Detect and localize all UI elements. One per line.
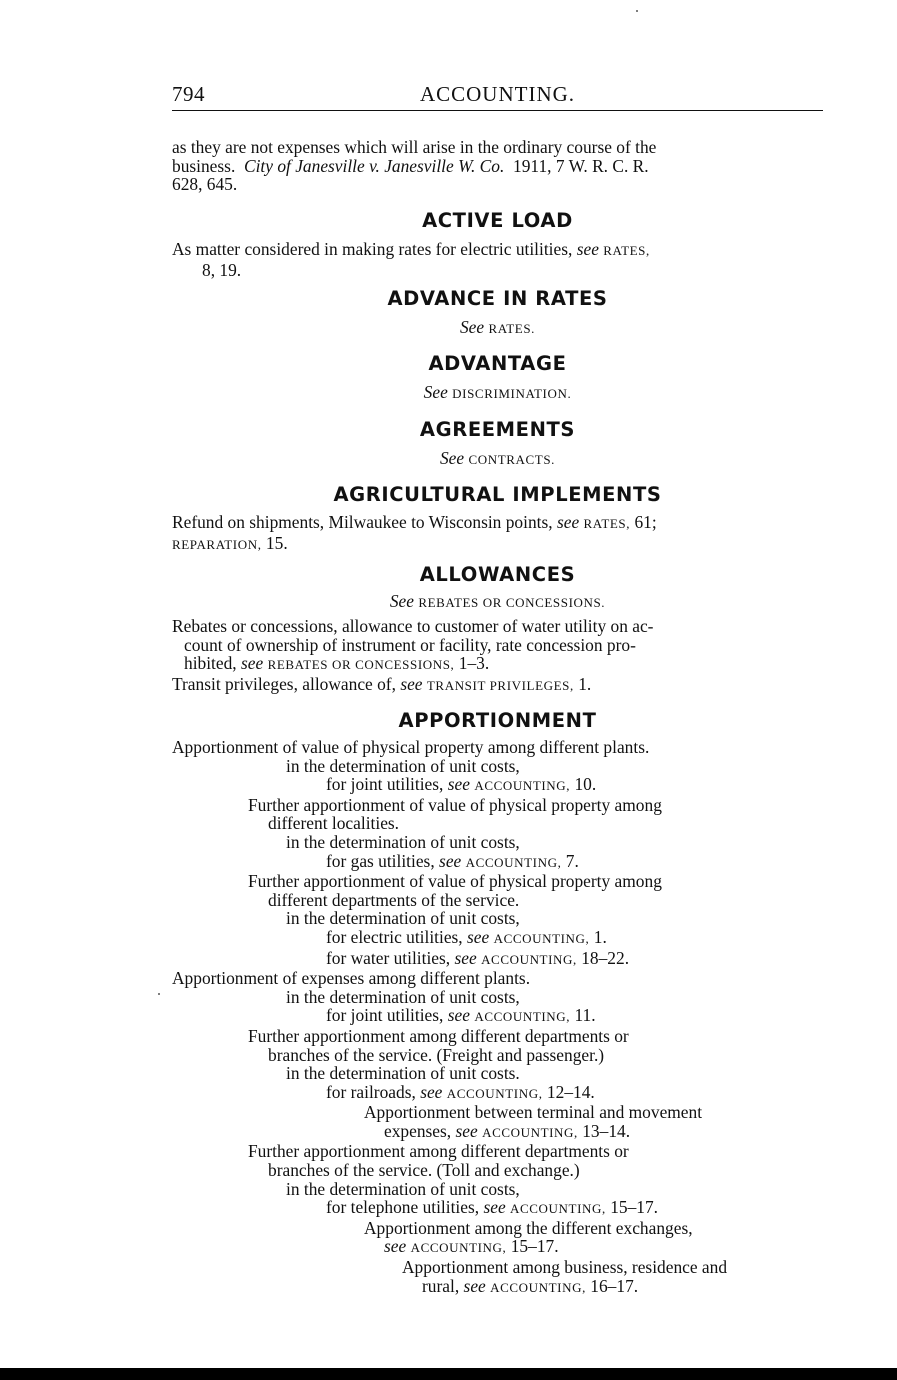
apportionment-b3-line1: Further apportionment among different departments or (248, 1141, 629, 1162)
case-citation: City of Janesville v. Janesville W. Co. (244, 155, 505, 176)
allowances-line-3 (172, 654, 823, 675)
entry-text: Transit privileges, allowance of, (172, 673, 396, 694)
entry-number: 15–17. (510, 1236, 559, 1257)
see-word: see (384, 1236, 407, 1257)
entry-text: for joint utilities, (326, 1005, 444, 1026)
intro-line-3: 628, 645. (172, 174, 238, 195)
apportionment-a1-sub1: in the determination of unit costs, (286, 755, 520, 776)
cross-ref: RATES, (603, 243, 650, 258)
entry-number: 1. (593, 926, 607, 947)
cross-ref: ACCOUNTING, (481, 951, 577, 967)
see-word: see (576, 239, 599, 259)
page (172, 82, 823, 1296)
cross-ref: ACCOUNTING, (490, 1279, 586, 1295)
see-allowances (172, 592, 823, 613)
cross-ref: ACCOUNTING, (465, 854, 562, 870)
entry-text: Refund on shipments, Milwaukee to Wisconsin points, (172, 512, 553, 532)
cross-ref: CONTRACTS. (468, 452, 556, 467)
entry-agricultural (172, 513, 823, 554)
allowances-line-2: count of ownership of instrument or facility, rate concession pro- (184, 634, 636, 655)
entry-number: 1. (578, 673, 592, 694)
apportionment-a3-sub1: in the determination of unit costs, (286, 908, 520, 929)
apportionment-b2-sub1: in the determination of unit costs. (286, 1063, 520, 1084)
heading-advance-in-rates: ADVANCE IN RATES (387, 287, 608, 310)
see-word: see (447, 1005, 470, 1026)
entry-text: As matter considered in making rates for electric utilities, (172, 239, 573, 259)
entry-apportionment (172, 738, 823, 1297)
apportionment-a3-sub3 (172, 949, 823, 970)
intro-paragraph (172, 138, 823, 194)
cross-ref: DISCRIMINATION. (452, 386, 572, 401)
see-word: see (556, 512, 580, 532)
entry-text: rural, (422, 1275, 460, 1296)
apportionment-b3-sub4-line2 (172, 1277, 823, 1298)
entry-number: 61; (634, 512, 657, 532)
cross-ref: ACCOUNTING, (510, 1201, 606, 1217)
agricultural-line-2 (172, 534, 823, 555)
heading-agreements: AGREEMENTS (419, 418, 576, 441)
apportionment-b3-sub4-line1: Apportionment among business, residence and (402, 1257, 728, 1278)
apportionment-b3-sub3-line1: Apportionment among the different exchanges, (364, 1217, 693, 1238)
allowances-line-4 (172, 675, 823, 696)
see-word: See (389, 591, 414, 611)
apportionment-b3-line2: branches of the service. (Toll and exchange.) (268, 1160, 580, 1181)
see-word: see (420, 1081, 443, 1102)
allowances-line-1: Rebates or concessions, allowance to customer of water utility on ac- (172, 616, 654, 636)
apportionment-b2-line2: branches of the service. (Freight and passenger.) (268, 1044, 605, 1065)
scan-speck (636, 10, 638, 12)
entry-number: 16–17. (590, 1275, 639, 1296)
cross-ref: ACCOUNTING, (446, 1085, 543, 1101)
entry-text: for telephone utilities, (326, 1197, 480, 1218)
apportionment-b2-sub3-line2 (172, 1122, 823, 1143)
cross-ref: REBATES OR CONCESSIONS. (418, 595, 606, 610)
apportionment-a2-sub1: in the determination of unit costs, (286, 831, 520, 852)
apportionment-b3-sub1: in the determination of unit costs, (286, 1178, 520, 1199)
heading-allowances: ALLOWANCES (419, 563, 576, 586)
citation-volume: 1911, 7 W. R. C. R. (513, 155, 649, 176)
cross-ref: RATES, (583, 516, 631, 531)
entry-number: 11. (574, 1005, 596, 1026)
see-word: See (423, 382, 448, 402)
entry-text: for railroads, (326, 1081, 416, 1102)
page-number: 794 (172, 82, 205, 106)
entry-number: 1–3. (458, 653, 490, 674)
see-word: see (447, 774, 470, 795)
see-word: See (459, 317, 485, 337)
entry-number: 12–14. (546, 1081, 595, 1102)
cross-ref: ACCOUNTING, (482, 1124, 578, 1140)
entry-text: expenses, (384, 1120, 452, 1141)
see-word: see (455, 1120, 478, 1141)
entry-text: for joint utilities, (326, 774, 444, 795)
intro-line-1: as they are not expenses which will arise in the ordinary course of the (172, 137, 657, 157)
entry-number: 13–14. (582, 1120, 631, 1141)
see-agreements (172, 449, 823, 470)
apportionment-b1: Apportionment of expenses among different plants. (172, 968, 531, 989)
apportionment-b3-sub3-line2 (172, 1237, 823, 1258)
apportionment-a3-line2: different departments of the service. (268, 889, 520, 910)
cross-ref: TRANSIT PRIVILEGES, (426, 677, 574, 693)
active-load-line-2: 8, 19. (202, 259, 242, 280)
see-word: see (467, 926, 490, 947)
see-word: See (439, 448, 465, 468)
apportionment-a2-sub2 (172, 852, 823, 873)
apportionment-a1-sub2 (172, 775, 823, 796)
see-word: see (483, 1197, 506, 1218)
apportionment-b1-sub2 (172, 1006, 823, 1027)
entry-text: hibited, (184, 653, 237, 674)
heading-agricultural-implements: AGRICULTURAL IMPLEMENTS (333, 483, 662, 506)
cross-ref: REPARATION, (172, 536, 262, 552)
cross-ref: ACCOUNTING, (474, 1009, 571, 1025)
entry-text: for water utilities, (326, 947, 451, 968)
entry-number: 18–22. (581, 947, 630, 968)
scan-bottom-edge (0, 1368, 897, 1380)
apportionment-a2-line1: Further apportionment of value of physical property among (248, 794, 662, 815)
entry-number: 15. (265, 532, 288, 553)
intro-text: business. (172, 155, 236, 176)
apportionment-a3-line1: Further apportionment of value of physical property among (248, 871, 662, 892)
cross-ref: ACCOUNTING, (410, 1240, 507, 1256)
agricultural-line-1 (172, 513, 823, 534)
see-advance-in-rates (172, 318, 823, 339)
entry-text: for electric utilities, (326, 926, 463, 947)
cross-ref: RATES. (488, 321, 536, 336)
scan-speck (158, 993, 160, 995)
entry-active-load (172, 240, 823, 279)
entry-number: 7. (565, 850, 579, 871)
entry-number: 15–17. (610, 1197, 659, 1218)
see-word: see (400, 673, 423, 694)
apportionment-a1: Apportionment of value of physical property among different plants. (172, 737, 650, 757)
entry-allowances (172, 617, 823, 695)
apportionment-b3-sub2 (172, 1198, 823, 1219)
running-title: ACCOUNTING. (419, 82, 576, 106)
apportionment-b2-sub2 (172, 1083, 823, 1104)
see-advantage (172, 383, 823, 404)
entry-number: 10. (574, 774, 597, 795)
entry-text: for gas utilities, (326, 850, 435, 871)
apportionment-b2-line1: Further apportionment among different departments or (248, 1025, 629, 1046)
apportionment-a3-sub2 (172, 928, 823, 949)
cross-ref: ACCOUNTING, (474, 778, 571, 794)
apportionment-a2-line2: different localities. (268, 813, 400, 834)
heading-apportionment: APPORTIONMENT (398, 709, 597, 732)
see-word: see (454, 947, 477, 968)
heading-advantage: ADVANTAGE (428, 352, 567, 375)
active-load-line-1 (172, 240, 823, 261)
cross-ref: REBATES OR CONCESSIONS, (267, 657, 455, 673)
see-word: see (241, 653, 264, 674)
running-header (172, 82, 823, 111)
cross-ref: ACCOUNTING, (493, 930, 590, 946)
apportionment-b1-sub1: in the determination of unit costs, (286, 986, 520, 1007)
apportionment-b2-sub3-line1: Apportionment between terminal and movement (364, 1102, 703, 1123)
intro-line-2 (172, 157, 823, 176)
see-word: see (439, 850, 462, 871)
see-word: see (463, 1275, 486, 1296)
heading-active-load: ACTIVE LOAD (422, 209, 573, 232)
